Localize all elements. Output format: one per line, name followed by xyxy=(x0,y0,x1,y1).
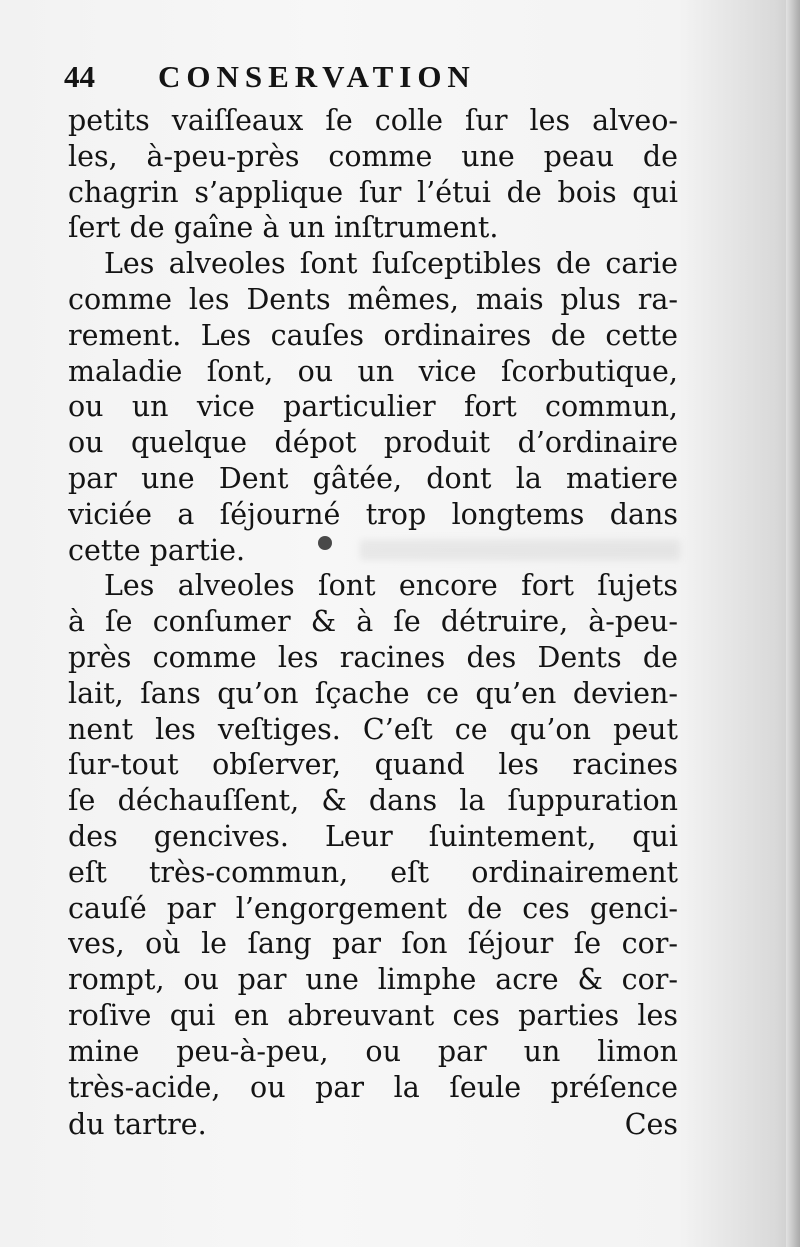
page-spine-shadow xyxy=(786,0,800,1247)
text-line-5: Les alveoles ſont ſuſceptibles de carie xyxy=(104,247,678,281)
text-line-4: ſert de gaîne à un inſtrument. xyxy=(68,211,499,245)
text-line-14: Les alveoles ſont encore fort ſujets xyxy=(104,569,678,603)
text-line-10: ou quelque dépot produit d’ordinaire xyxy=(68,426,678,460)
text-line-28: très-acide, ou par la ſeule préſence xyxy=(68,1070,678,1104)
page-header xyxy=(64,55,564,99)
paragraph-end: du tartre. xyxy=(68,1108,207,1141)
text-line-11: par une Dent gâtée, dont la matiere xyxy=(68,461,678,495)
text-line-12: viciée a ſéjourné trop longtems dans xyxy=(68,497,678,531)
running-title: CONSERVATION xyxy=(158,59,476,94)
body-text xyxy=(68,103,678,1105)
text-line-2: les, à-peu-près comme une peau de xyxy=(68,139,678,173)
text-line-3: chagrin s’applique ſur l’étui de bois qui xyxy=(68,175,678,209)
text-line-17: lait, ſans qu’on ſçache ce qu’en devien- xyxy=(68,676,678,710)
text-line-9: ou un vice particulier fort commun, xyxy=(68,390,678,424)
text-line-24: ves, où le ſang par ſon ſéjour ſe cor- xyxy=(68,927,678,961)
text-line-7: rement. Les cauſes ordinaires de cette xyxy=(68,318,678,352)
text-line-19: ſur-tout obſerver, quand les racines xyxy=(68,748,678,782)
ink-blot xyxy=(318,536,332,550)
text-line-8: maladie ſont, ou un vice ſcorbutique, xyxy=(68,354,678,388)
text-line-16: près comme les racines des Dents de xyxy=(68,640,678,674)
text-line-20: ſe déchauſſent, & dans la ſuppuration xyxy=(68,784,678,818)
page-number: 44 xyxy=(64,59,95,94)
text-line-23: cauſé par l’engorgement de ces genci- xyxy=(68,891,678,925)
text-line-26: roſive qui en abreuvant ces parties les xyxy=(68,998,678,1032)
text-line-1: petits vaiſſeaux ſe colle ſur les alveo- xyxy=(68,104,678,137)
catchword: Ces xyxy=(624,1108,678,1141)
text-line-21: des gencives. Leur ſuintement, qui xyxy=(68,819,678,853)
text-line-15: à ſe conſumer & à ſe détruire, à-peu- xyxy=(68,605,678,639)
text-line-6: comme les Dents mêmes, mais plus ra- xyxy=(68,282,678,316)
text-line-27: mine peu-à-peu, ou par un limon xyxy=(68,1034,678,1068)
text-line-25: rompt, ou par une limphe acre & cor- xyxy=(68,963,678,997)
text-line-22: eſt très-commun, eſt ordinairement xyxy=(68,855,678,889)
text-line-18: nent les veſtiges. C’eſt ce qu’on peut xyxy=(68,712,678,746)
text-line-13: cette partie. xyxy=(68,533,246,567)
final-line xyxy=(68,1107,678,1143)
